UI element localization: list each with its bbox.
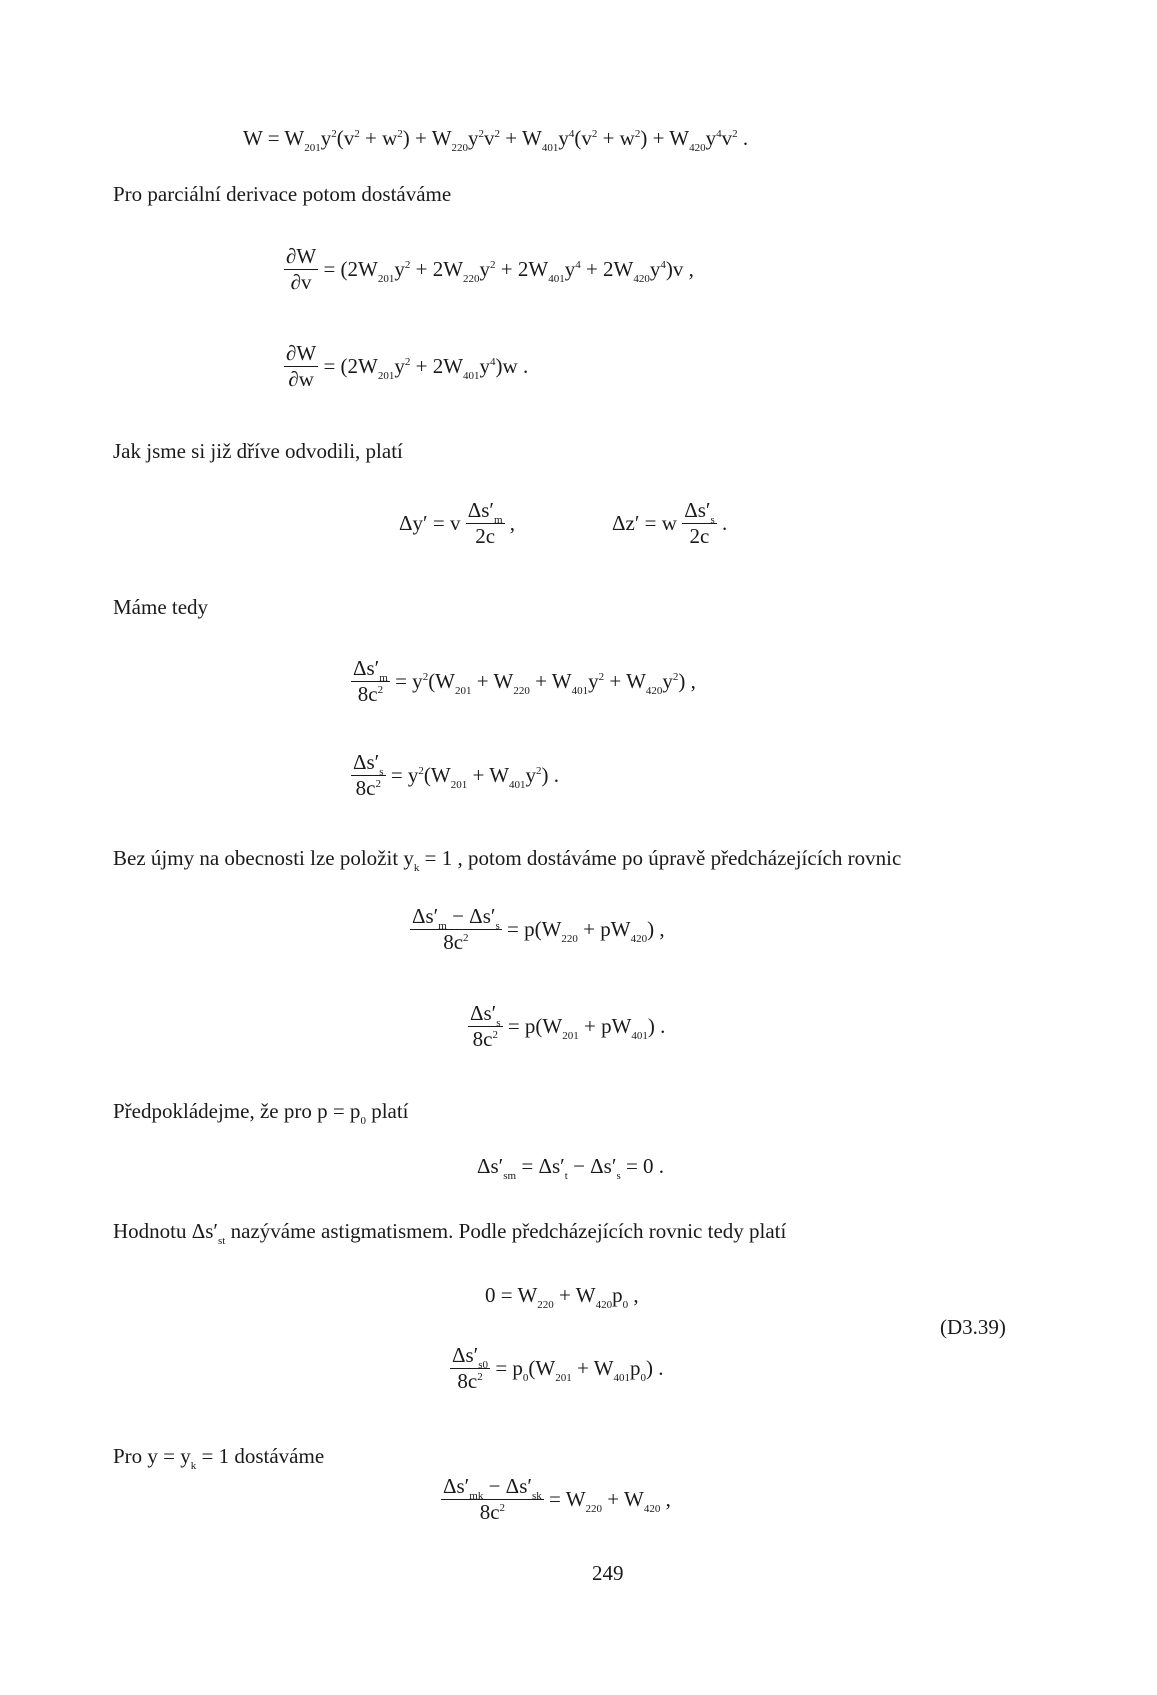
equation-sagittal: $\frac{\Delta s'_s}{8c^2}$ = $y^2(W_{201} + W_{401}y^2)$ . [353, 750, 560, 800]
equation-number: (D3.39) [940, 1315, 1006, 1339]
equation-difference-k: $\frac{\Delta s'_{mk} - \Delta s'_{sk}}{8c^2}$ = $W_{220} + W_{420}$ , [443, 1474, 671, 1524]
paragraph-astigmatism: Hodnotu $\Delta s'_{st}$ nazýváme astigmatismem. Podle předcházejících rovnic tedy platí [113, 1219, 787, 1247]
page-number: 249 [592, 1561, 624, 1585]
equation-astigmatism-zero: $\Delta s'_{sm} = \Delta s'_t - \Delta s'_s = 0$ . [477, 1154, 665, 1182]
paragraph-assume: Předpokládejme, že pro $p = p_0$ platí [113, 1099, 409, 1127]
paragraph-derived-earlier: Jak jsme si již dříve odvodili, platí [113, 439, 403, 463]
equation-dw-dv: $\frac{\partial W}{\partial v}$ = $(2W_{201}y^2 + 2W_{220}y^2 + 2W_{401}y^4 + 2W_{420}y^4)v$ , [286, 244, 694, 294]
equation-meridional: $\frac{\Delta s'_m}{8c^2}$ = $y^2(W_{201} + W_{220} + W_{401}y^2 + W_{420}y^2)$ , [353, 656, 696, 706]
paragraph-we-have: Máme tedy [113, 595, 209, 619]
equation-difference: $\frac{\Delta s'_m - \Delta s'_s}{8c^2}$ = $p(W_{220} + pW_{420})$ , [412, 904, 665, 954]
paragraph-partial-derivatives: Pro parciální derivace potom dostáváme [113, 182, 452, 206]
equation-sagittal-p0: $\frac{\Delta s'_{s0}}{8c^2}$ = $p_0(W_{201} + W_{401}p_0)$ . [452, 1343, 664, 1393]
equation-delta-y: Δy′ = v $\frac{\Delta s'_m}{2c}$ , [399, 498, 516, 548]
equation-wavefront: $W = W_{201}y^2(v^2 + w^2) + W_{220}y^2v^2 + W_{401}y^4(v^2 + w^2) + W_{420}y^4v^2$ . [243, 126, 749, 154]
equation-delta-z: Δz′ = w $\frac{\Delta s'_s}{2c}$ . [612, 498, 728, 548]
equation-sagittal-p: $\frac{\Delta s'_s}{8c^2}$ = $p(W_{201} + pW_{401})$ . [470, 1001, 666, 1051]
paragraph-for-y: Pro $y = y_k = 1$ dostáváme [113, 1444, 325, 1472]
paragraph-without-loss: Bez újmy na obecnosti lze položit $y_k = 1$ , potom dostáváme po úpravě předcházejících rovnic [113, 846, 902, 874]
equation-dw-dw: $\frac{\partial W}{\partial w}$ = $(2W_{201}y^2 + 2W_{401}y^4)w$ . [286, 341, 529, 391]
equation-zero-condition: $0 = W_{220} + W_{420}p_0$ , [485, 1283, 639, 1311]
